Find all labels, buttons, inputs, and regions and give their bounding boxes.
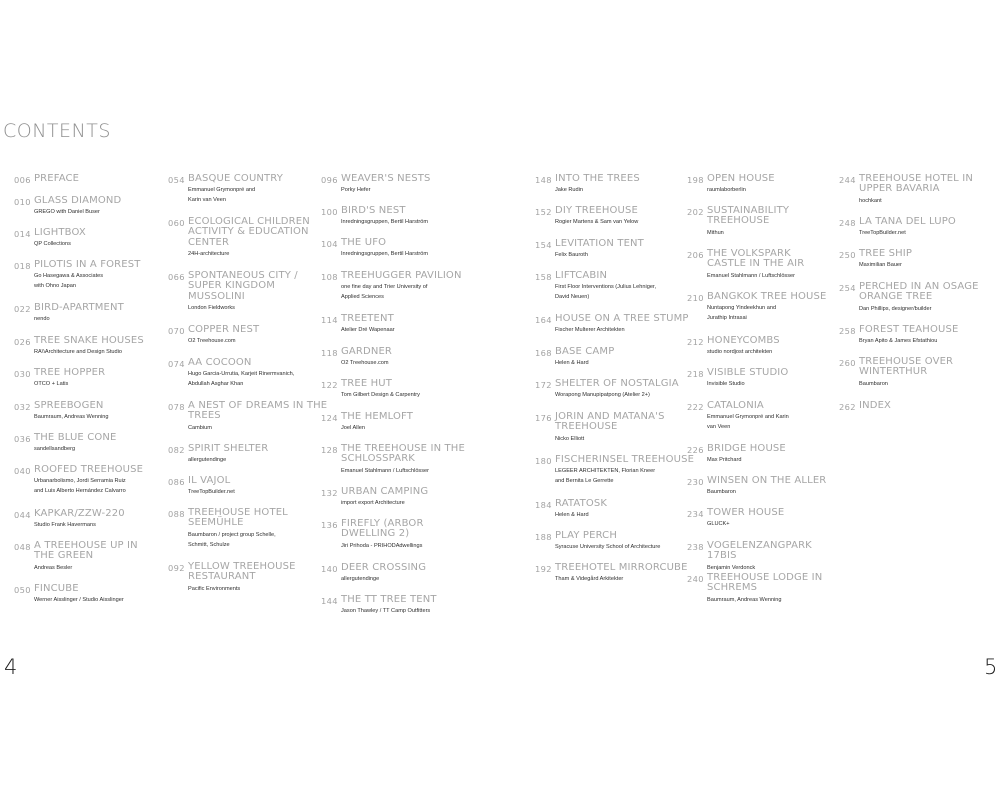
toc-entry <box>317 412 471 433</box>
toc-title: THE UFO <box>341 237 387 248</box>
toc-title: TREEHOUSE LODGE IN SCHREMS <box>707 572 823 594</box>
toc-entry <box>164 325 333 346</box>
toc-credit: Baumraum, Andreas Wenning <box>707 596 782 603</box>
toc-credit: Inredningsgruppen, Bertil Harström <box>341 251 429 258</box>
toc-title: BIRD'S NEST <box>341 205 406 216</box>
page-number-right: 5 <box>984 655 998 679</box>
toc-entry <box>531 271 695 302</box>
toc-title: YELLOW TREEHOUSE RESTAURANT <box>188 561 296 583</box>
toc-entry <box>317 444 471 476</box>
toc-title: RATATOSK <box>555 498 608 509</box>
toc-page-number: 078 <box>167 402 185 412</box>
toc-credit: Emmanuel Grymonpré and <box>188 187 256 194</box>
toc-page-number: 240 <box>686 574 704 584</box>
toc-page-number: 128 <box>320 445 338 455</box>
toc-title: URBAN CAMPING <box>341 486 429 497</box>
toc-page-number: 132 <box>320 488 338 498</box>
toc-credit: Schmitt, Schulze <box>188 541 230 548</box>
toc-entry <box>683 476 832 497</box>
toc-page-number: 048 <box>13 542 31 552</box>
toc-page-number: 158 <box>534 272 552 282</box>
toc-credit: Urbanarbolismo, Jordi Serramia Ruiz <box>34 478 126 485</box>
toc-page-number: 144 <box>320 596 338 606</box>
toc-entry <box>164 476 333 497</box>
toc-entry <box>835 217 989 238</box>
toc-entry <box>317 519 471 551</box>
toc-credit: Abdullah Asghar Khan <box>188 381 244 388</box>
toc-credit: studio nordjost architekten <box>707 349 773 356</box>
toc-page-number: 168 <box>534 348 552 358</box>
contents-heading: CONTENTS <box>3 120 111 142</box>
toc-entry <box>317 347 471 368</box>
toc-page-number: 254 <box>838 283 856 293</box>
toc-page-number: 148 <box>534 175 552 185</box>
toc-credit: Karin van Veen <box>188 197 226 204</box>
toc-credit: Rogier Martens & Sam van Yelow <box>555 219 639 226</box>
toc-entry <box>164 174 333 205</box>
toc-credit: Tham & Videgård Arkitekter <box>555 576 624 583</box>
toc-credit: Emmanuel Grymonpré and Karin <box>707 414 789 421</box>
toc-title: CATALONIA <box>707 400 764 411</box>
toc-credit: and Bernita Le Gerrette <box>555 478 614 485</box>
toc-entry <box>531 379 695 400</box>
toc-entry <box>10 368 159 389</box>
toc-title: SPREEBOGEN <box>34 400 104 411</box>
toc-credit: Nuntapong Yindeekhun and <box>707 305 777 312</box>
toc-credit: Applied Sciences <box>341 294 384 301</box>
toc-title: SPONTANEOUS CITY / SUPER KINGDOM MUSSOLINI <box>188 270 298 302</box>
toc-credit: Invisible Studio <box>707 381 745 388</box>
toc-page-number: 172 <box>534 380 552 390</box>
toc-page-number: 006 <box>13 175 31 185</box>
toc-entry <box>164 217 333 259</box>
toc-title: JORIN AND MATANA'S TREEHOUSE <box>555 411 665 433</box>
toc-credit: QP Collections <box>34 241 71 248</box>
toc-title: IL VAJOL <box>188 475 231 486</box>
toc-page-number: 070 <box>167 326 185 336</box>
toc-credit: hochkant <box>859 197 882 204</box>
toc-entry <box>683 541 832 573</box>
toc-credit: Mithun <box>707 229 724 236</box>
toc-entry <box>10 228 159 249</box>
toc-credit: Benjamin Verdonck <box>707 564 756 571</box>
toc-entry <box>683 292 832 323</box>
toc-credit: David Neuen) <box>555 294 590 301</box>
toc-page-number: 222 <box>686 402 704 412</box>
toc-title: TREE SNAKE HOUSES <box>34 335 144 346</box>
toc-credit: O2 Treehouse.com <box>341 360 389 367</box>
toc-title: HONEYCOMBS <box>707 335 780 346</box>
toc-entry <box>683 508 832 529</box>
toc-title: FISCHERINSEL TREEHOUSE <box>555 454 695 465</box>
toc-credit: TreeTopBuilder.net <box>859 230 906 237</box>
toc-entry <box>835 401 989 411</box>
toc-credit: van Veen <box>707 424 731 431</box>
toc-credit: Emanuel Stahlmann / Luftschlösser <box>341 467 429 474</box>
toc-entry <box>835 282 989 314</box>
toc-entry <box>164 401 333 433</box>
toc-credit: Cambium <box>188 424 212 431</box>
toc-entry <box>683 206 832 238</box>
toc-entry <box>835 174 989 206</box>
toc-page-number: 114 <box>320 315 338 325</box>
toc-title: TREE HOPPER <box>34 367 106 378</box>
toc-page-number: 022 <box>13 304 31 314</box>
toc-credit: Tom Gilbert Design & Carpentry <box>341 392 420 399</box>
toc-title: GLASS DIAMOND <box>34 195 122 206</box>
toc-page-number: 202 <box>686 207 704 217</box>
toc-credit: one fine day and Trier University of <box>341 284 428 291</box>
toc-entry <box>10 584 159 605</box>
toc-credit: Baumbaron <box>859 380 888 387</box>
toc-title: FINCUBE <box>34 583 79 594</box>
toc-entry <box>531 499 695 520</box>
toc-page-number: 262 <box>838 402 856 412</box>
toc-page-number: 122 <box>320 380 338 390</box>
toc-page-number: 104 <box>320 239 338 249</box>
toc-credit: RA\\Architecture and Design Studio <box>34 349 122 356</box>
toc-title: THE TREEHOUSE IN THE SCHLOSSPARK <box>341 443 465 465</box>
toc-title: TOWER HOUSE <box>707 507 785 518</box>
toc-page-number: 226 <box>686 445 704 455</box>
toc-page-number: 136 <box>320 520 338 530</box>
toc-page-number: 176 <box>534 413 552 423</box>
toc-entry <box>10 260 159 291</box>
toc-title: DIY TREEHOUSE <box>555 205 638 216</box>
toc-title: ECOLOGICAL CHILDREN ACTIVITY & EDUCATION CENTER <box>188 216 310 248</box>
toc-title: AA COCOON <box>188 357 252 368</box>
toc-credit: Baumraum, Andreas Wenning <box>34 414 109 421</box>
toc-title: VOGELENZANGPARK 17BIS <box>707 540 812 562</box>
toc-page-number: 040 <box>13 466 31 476</box>
toc-title: TREEHUGGER PAVILION <box>341 270 462 281</box>
toc-page-number: 206 <box>686 250 704 260</box>
toc-entry <box>531 563 695 584</box>
toc-title: THE VOLKSPARK CASTLE IN THE AIR <box>707 248 805 270</box>
toc-page-number: 044 <box>13 510 31 520</box>
toc-entry <box>317 238 471 259</box>
toc-page-number: 234 <box>686 509 704 519</box>
toc-title: ROOFED TREEHOUSE <box>34 464 144 475</box>
toc-credit: 24H-architecture <box>188 251 230 258</box>
toc-page-number: 118 <box>320 348 338 358</box>
toc-entry <box>164 358 333 389</box>
toc-credit: Dan Phillips, designer/builder <box>859 305 932 312</box>
toc-page-number: 018 <box>13 261 31 271</box>
toc-credit: Bryan Apito & James Efstathiou <box>859 338 938 345</box>
toc-page-number: 010 <box>13 197 31 207</box>
toc-entry <box>317 563 471 584</box>
toc-credit: Jake Rudin <box>555 187 583 194</box>
toc-credit: Jason Thawley / TT Camp Outfitters <box>341 608 431 615</box>
toc-title: LA TANA DEL LUPO <box>859 216 956 227</box>
toc-credit: Go Hasegawa & Associates <box>34 273 104 280</box>
toc-page-number: 074 <box>167 359 185 369</box>
toc-title: THE BLUE CONE <box>34 432 117 443</box>
toc-credit: Syracuse University School of Architecture <box>555 544 661 551</box>
toc-page-number: 154 <box>534 240 552 250</box>
toc-credit: Jiri Prihoda - PRIHODAdwellings <box>341 542 423 549</box>
toc-title: TREEHOUSE HOTEL SEEMÜHLE <box>188 507 288 529</box>
toc-entry <box>317 271 471 302</box>
toc-entry <box>531 531 695 552</box>
toc-credit: OTCO + Latis <box>34 381 69 388</box>
toc-entry <box>164 508 333 550</box>
toc-title: SUSTAINABILITY TREEHOUSE <box>707 205 790 227</box>
toc-entry <box>10 465 159 496</box>
toc-title: PERCHED IN AN OSAGE ORANGE TREE <box>859 281 979 303</box>
toc-page-number: 096 <box>320 175 338 185</box>
toc-title: SPIRIT SHELTER <box>188 443 269 454</box>
toc-entry <box>683 444 832 465</box>
toc-entry <box>683 336 832 357</box>
toc-page-number: 260 <box>838 358 856 368</box>
toc-page-number: 086 <box>167 477 185 487</box>
toc-credit: Pacific Environments <box>188 585 241 592</box>
toc-page-number: 248 <box>838 218 856 228</box>
toc-title: THE TT TREE TENT <box>341 594 437 605</box>
toc-entry <box>164 271 333 313</box>
toc-credit: Porky Hefer <box>341 187 371 194</box>
toc-entry <box>835 325 989 346</box>
toc-entry <box>317 174 471 195</box>
toc-entry <box>683 249 832 281</box>
toc-credit: Inredningsgruppen, Bertil Harström <box>341 219 429 226</box>
toc-credit: Werner Aisslinger / Studio Aisslinger <box>34 597 124 604</box>
toc-credit: Helen & Hard <box>555 512 589 519</box>
toc-entry <box>164 444 333 465</box>
toc-title: TREE SHIP <box>859 248 913 259</box>
toc-title: BRIDGE HOUSE <box>707 443 786 454</box>
toc-entry <box>531 455 695 486</box>
toc-credit: Baumbaron / project group Schelle, <box>188 531 276 538</box>
toc-page-number: 140 <box>320 564 338 574</box>
toc-credit: Studio Frank Havermans <box>34 522 96 529</box>
toc-entry <box>531 174 695 195</box>
toc-page-number: 082 <box>167 445 185 455</box>
toc-entry <box>10 336 159 357</box>
toc-credit: GREGO with Daniel Buser <box>34 209 100 216</box>
toc-entry <box>317 206 471 227</box>
toc-title: TREEHOUSE HOTEL IN UPPER BAVARIA <box>859 173 973 195</box>
toc-entry <box>835 249 989 270</box>
toc-page-number: 180 <box>534 456 552 466</box>
toc-credit: raumlaborberlin <box>707 187 746 194</box>
toc-entry <box>10 401 159 422</box>
toc-title: PREFACE <box>34 173 80 184</box>
toc-page-number: 066 <box>167 272 185 282</box>
toc-credit: Jurathip Intrasai <box>707 315 747 322</box>
toc-credit: sandellsandberg <box>34 446 76 453</box>
toc-entry <box>835 357 989 389</box>
toc-title: INDEX <box>859 400 892 411</box>
toc-credit: Felix Bauroth <box>555 252 588 259</box>
toc-page-number: 244 <box>838 175 856 185</box>
toc-entry <box>10 196 159 217</box>
toc-credit: import export Architecture <box>341 500 405 507</box>
toc-title: LIGHTBOX <box>34 227 86 238</box>
toc-credit: Fischer Multerer Architekten <box>555 327 625 334</box>
toc-page-number: 218 <box>686 369 704 379</box>
toc-title: VISIBLE STUDIO <box>707 367 789 378</box>
toc-page-number: 100 <box>320 207 338 217</box>
toc-title: DEER CROSSING <box>341 562 427 573</box>
toc-title: A TREEHOUSE UP IN THE GREEN <box>34 540 138 562</box>
toc-page-number: 250 <box>838 250 856 260</box>
toc-entry <box>10 174 159 184</box>
toc-title: BANGKOK TREE HOUSE <box>707 291 827 302</box>
toc-credit: LEGEER ARCHITEKTEN, Florian Kneer <box>555 468 656 475</box>
toc-entry <box>531 347 695 368</box>
toc-page-number: 036 <box>13 434 31 444</box>
toc-entry <box>683 573 832 605</box>
toc-page-number: 198 <box>686 175 704 185</box>
toc-title: SHELTER OF NOSTALGIA <box>555 378 679 389</box>
toc-credit: Emanuel Stahlmann / Luftschlösser <box>707 272 795 279</box>
toc-page-number: 032 <box>13 402 31 412</box>
toc-title: TREEHOUSE OVER WINTERTHUR <box>859 356 954 378</box>
toc-entry <box>531 412 695 444</box>
toc-page-number: 188 <box>534 532 552 542</box>
toc-entry <box>164 562 333 594</box>
toc-title: TREE HUT <box>341 378 393 389</box>
toc-entry <box>683 401 832 432</box>
toc-page-number: 060 <box>167 218 185 228</box>
toc-title: KAPKAR/ZZW-220 <box>34 508 125 519</box>
toc-title: FIREFLY (ARBOR DWELLING 2) <box>341 518 424 540</box>
toc-page-number: 258 <box>838 326 856 336</box>
toc-credit: Nicko Elliott <box>555 435 585 442</box>
toc-entry <box>317 595 471 616</box>
toc-title: INTO THE TREES <box>555 173 640 184</box>
toc-page-number: 088 <box>167 509 185 519</box>
toc-title: WINSEN ON THE ALLER <box>707 475 827 486</box>
toc-credit: Hugo Garcia-Urrutia, Karjeit Rinermvanich, <box>188 371 295 378</box>
toc-entry <box>317 314 471 335</box>
toc-page-number: 164 <box>534 315 552 325</box>
toc-page-number: 030 <box>13 369 31 379</box>
toc-credit: Atelier Dré Wapenaar <box>341 327 395 334</box>
toc-credit: allergutendinge <box>341 576 380 583</box>
toc-page-number: 152 <box>534 207 552 217</box>
toc-credit: O2 Treehouse.com <box>188 338 236 345</box>
toc-credit: GLUCK+ <box>707 521 730 528</box>
toc-title: PLAY PERCH <box>555 530 617 541</box>
toc-page-number: 050 <box>13 585 31 595</box>
toc-title: BIRD-APARTMENT <box>34 302 124 313</box>
toc-credit: Max Pritchard <box>707 457 742 464</box>
toc-page-number: 014 <box>13 229 31 239</box>
toc-page-number: 026 <box>13 337 31 347</box>
toc-title: COPPER NEST <box>188 324 260 335</box>
toc-title: OPEN HOUSE <box>707 173 775 184</box>
toc-title: LEVITATION TENT <box>555 238 644 249</box>
toc-page-number: 124 <box>320 413 338 423</box>
toc-credit: Worapong Manupipatpong (Atelier 2+) <box>555 392 650 399</box>
toc-credit: nendo <box>34 316 50 323</box>
toc-title: A NEST OF DREAMS IN THE TREES <box>188 400 328 422</box>
toc-page-number: 230 <box>686 477 704 487</box>
toc-credit: Andreas Besler <box>34 564 73 571</box>
toc-title: THE HEMLOFT <box>341 411 414 422</box>
toc-title: GARDNER <box>341 346 393 357</box>
toc-credit: allergutendinge <box>188 457 227 464</box>
toc-title: FOREST TEAHOUSE <box>859 324 959 335</box>
toc-title: BASE CAMP <box>555 346 615 357</box>
toc-entry <box>683 368 832 389</box>
toc-entry <box>10 303 159 324</box>
toc-credit: Joel Allen <box>341 425 365 432</box>
toc-entry <box>10 433 159 454</box>
toc-credit: TreeTopBuilder.net <box>188 489 235 496</box>
page-number-left: 4 <box>4 655 18 679</box>
toc-title: HOUSE ON A TREE STUMP <box>555 313 689 324</box>
toc-title: WEAVER'S NESTS <box>341 173 431 184</box>
toc-credit: with Ohno Japan <box>34 283 76 290</box>
toc-page-number: 192 <box>534 564 552 574</box>
toc-credit: Helen & Hard <box>555 360 589 367</box>
toc-credit: Baumbaron <box>707 489 736 496</box>
toc-title: LIFTCABIN <box>555 270 608 281</box>
toc-credit: and Luis Alberto Hernández Calvarro <box>34 488 126 495</box>
toc-title: PILOTIS IN A FOREST <box>34 259 141 270</box>
toc-title: TREETENT <box>341 313 394 324</box>
toc-page-number: 212 <box>686 337 704 347</box>
toc-credit: Maximilian Bauer <box>859 262 902 269</box>
toc-credit: First Floor Interventions (Julius Lehniger, <box>555 284 657 291</box>
toc-page-number: 092 <box>167 563 185 573</box>
toc-entry <box>531 314 695 335</box>
toc-page-number: 238 <box>686 542 704 552</box>
toc-entry <box>683 174 832 195</box>
toc-entry <box>531 239 695 260</box>
toc-entry <box>317 487 471 508</box>
toc-page-number: 210 <box>686 293 704 303</box>
toc-entry <box>10 541 159 573</box>
toc-credit: London Fieldworks <box>188 305 235 312</box>
toc-title: TREEHOTEL MIRRORCUBE <box>555 562 688 573</box>
toc-entry <box>10 509 159 530</box>
toc-page-number: 184 <box>534 500 552 510</box>
toc-page-number: 054 <box>167 175 185 185</box>
toc-entry <box>317 379 471 400</box>
toc-entry <box>531 206 695 227</box>
toc-page-number: 108 <box>320 272 338 282</box>
toc-title: BASQUE COUNTRY <box>188 173 284 184</box>
